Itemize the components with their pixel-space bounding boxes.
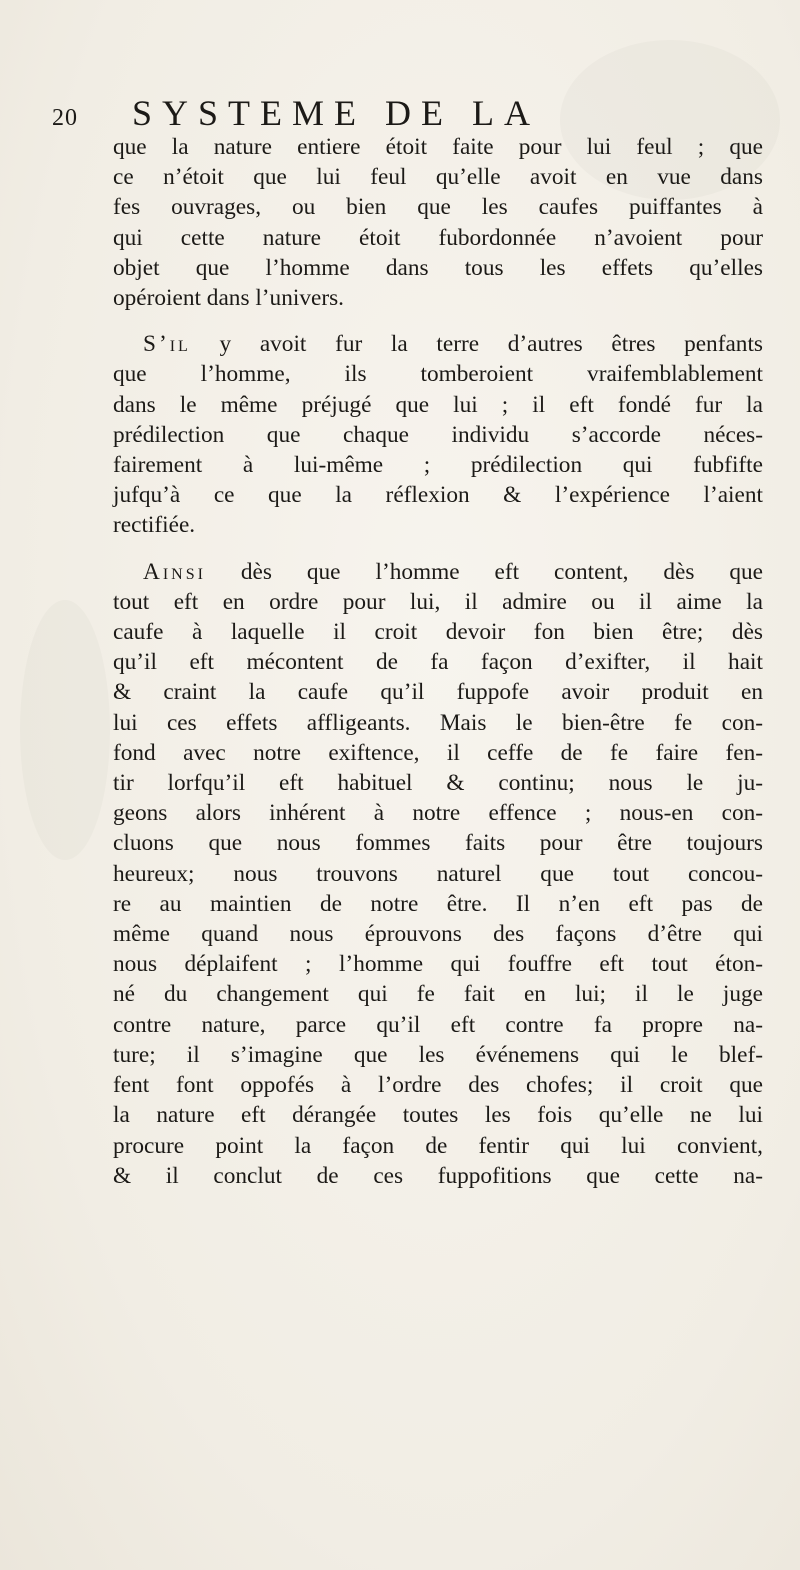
paragraph-2 <box>113 329 763 540</box>
text-line: la nature eft dérangée toutes les fois qu’elle ne lui <box>113 1102 763 1129</box>
paper-stain <box>20 600 110 860</box>
text-line: lui ces effets affligeants. Mais le bien-être fe con- <box>113 709 763 736</box>
text-line: heureux; nous trouvons naturel que tout concou- <box>113 860 763 887</box>
text-line: cluons que nous fommes faits pour être toujours <box>113 830 763 857</box>
paragraph-lead: S’il <box>143 331 191 358</box>
text-line: re au maintien de notre être. Il n’en eft pas de <box>113 890 763 917</box>
text-line: jufqu’à ce que la réflexion & l’expérience l’aient <box>113 482 763 509</box>
text-line: nous déplaifent ; l’homme qui fouffre eft tout éton- <box>113 951 763 978</box>
running-head: SYSTEME DE LA <box>132 93 540 133</box>
text-line: procure point la façon de fentir qui lui convient, <box>113 1132 763 1159</box>
text-line: ture; il s’imagine que les événemens qui le blef- <box>113 1041 763 1068</box>
page-number: 20 <box>52 105 78 131</box>
text-line: que l’homme, ils tomberoient vraifemblablement <box>113 361 763 388</box>
text-line: & craint la caufe qu’il fuppofe avoir produit en <box>113 679 763 706</box>
body-text <box>113 132 763 1191</box>
text-line: rectifiée. <box>113 512 196 539</box>
text-line: contre nature, parce qu’il eft contre fa propre na- <box>113 1011 763 1038</box>
text-line: geons alors inhérent à notre effence ; nous-en con- <box>113 800 763 827</box>
paragraph-3 <box>113 557 763 1191</box>
text-line: qui cette nature étoit fubordonnée n’avoient pour <box>113 224 763 251</box>
paragraph-1 <box>113 132 763 313</box>
text-line: tir lorfqu’il eft habituel & continu; nous le ju- <box>113 770 763 797</box>
text-line-content: y avoit fur la terre d’autres êtres penfants <box>219 331 763 358</box>
paragraph-lead: Ainsi <box>143 558 206 585</box>
text-line: fent font oppofés à l’ordre des chofes; il croit que <box>113 1072 763 1099</box>
text-line: prédilection que chaque individu s’accorde néces- <box>113 421 763 448</box>
text-line: objet que l’homme dans tous les effets qu’elles <box>113 254 763 281</box>
text-line-content: dès que l’homme eft content, dès que <box>240 558 764 585</box>
text-line: opéroient dans l’univers. <box>113 285 344 312</box>
text-line: caufe à laquelle il croit devoir fon bien être; dès <box>113 619 763 646</box>
text-line <box>113 329 763 359</box>
text-line <box>113 557 763 587</box>
text-line: dans le même préjugé que lui ; il eft fondé fur la <box>113 391 763 418</box>
text-line: tout eft en ordre pour lui, il admire ou il aime la <box>113 588 763 615</box>
text-line: que la nature entiere étoit faite pour lui feul ; que <box>113 134 763 160</box>
text-line: fes ouvrages, ou bien que les caufes puiffantes à <box>113 194 763 221</box>
text-line: qu’il eft mécontent de fa façon d’exifter, il hait <box>113 649 763 676</box>
text-line: fond avec notre exiftence, il ceffe de fe faire fen- <box>113 739 763 766</box>
text-line: né du changement qui fe fait en lui; il le juge <box>113 981 763 1008</box>
text-line: même quand nous éprouvons des façons d’être qui <box>113 921 763 948</box>
text-line: & il conclut de ces fuppofitions que cette na- <box>113 1162 763 1189</box>
text-line: fairement à lui-même ; prédilection qui fubfifte <box>113 452 763 479</box>
text-line: ce n’étoit que lui feul qu’elle avoit en vue dans <box>113 164 763 191</box>
